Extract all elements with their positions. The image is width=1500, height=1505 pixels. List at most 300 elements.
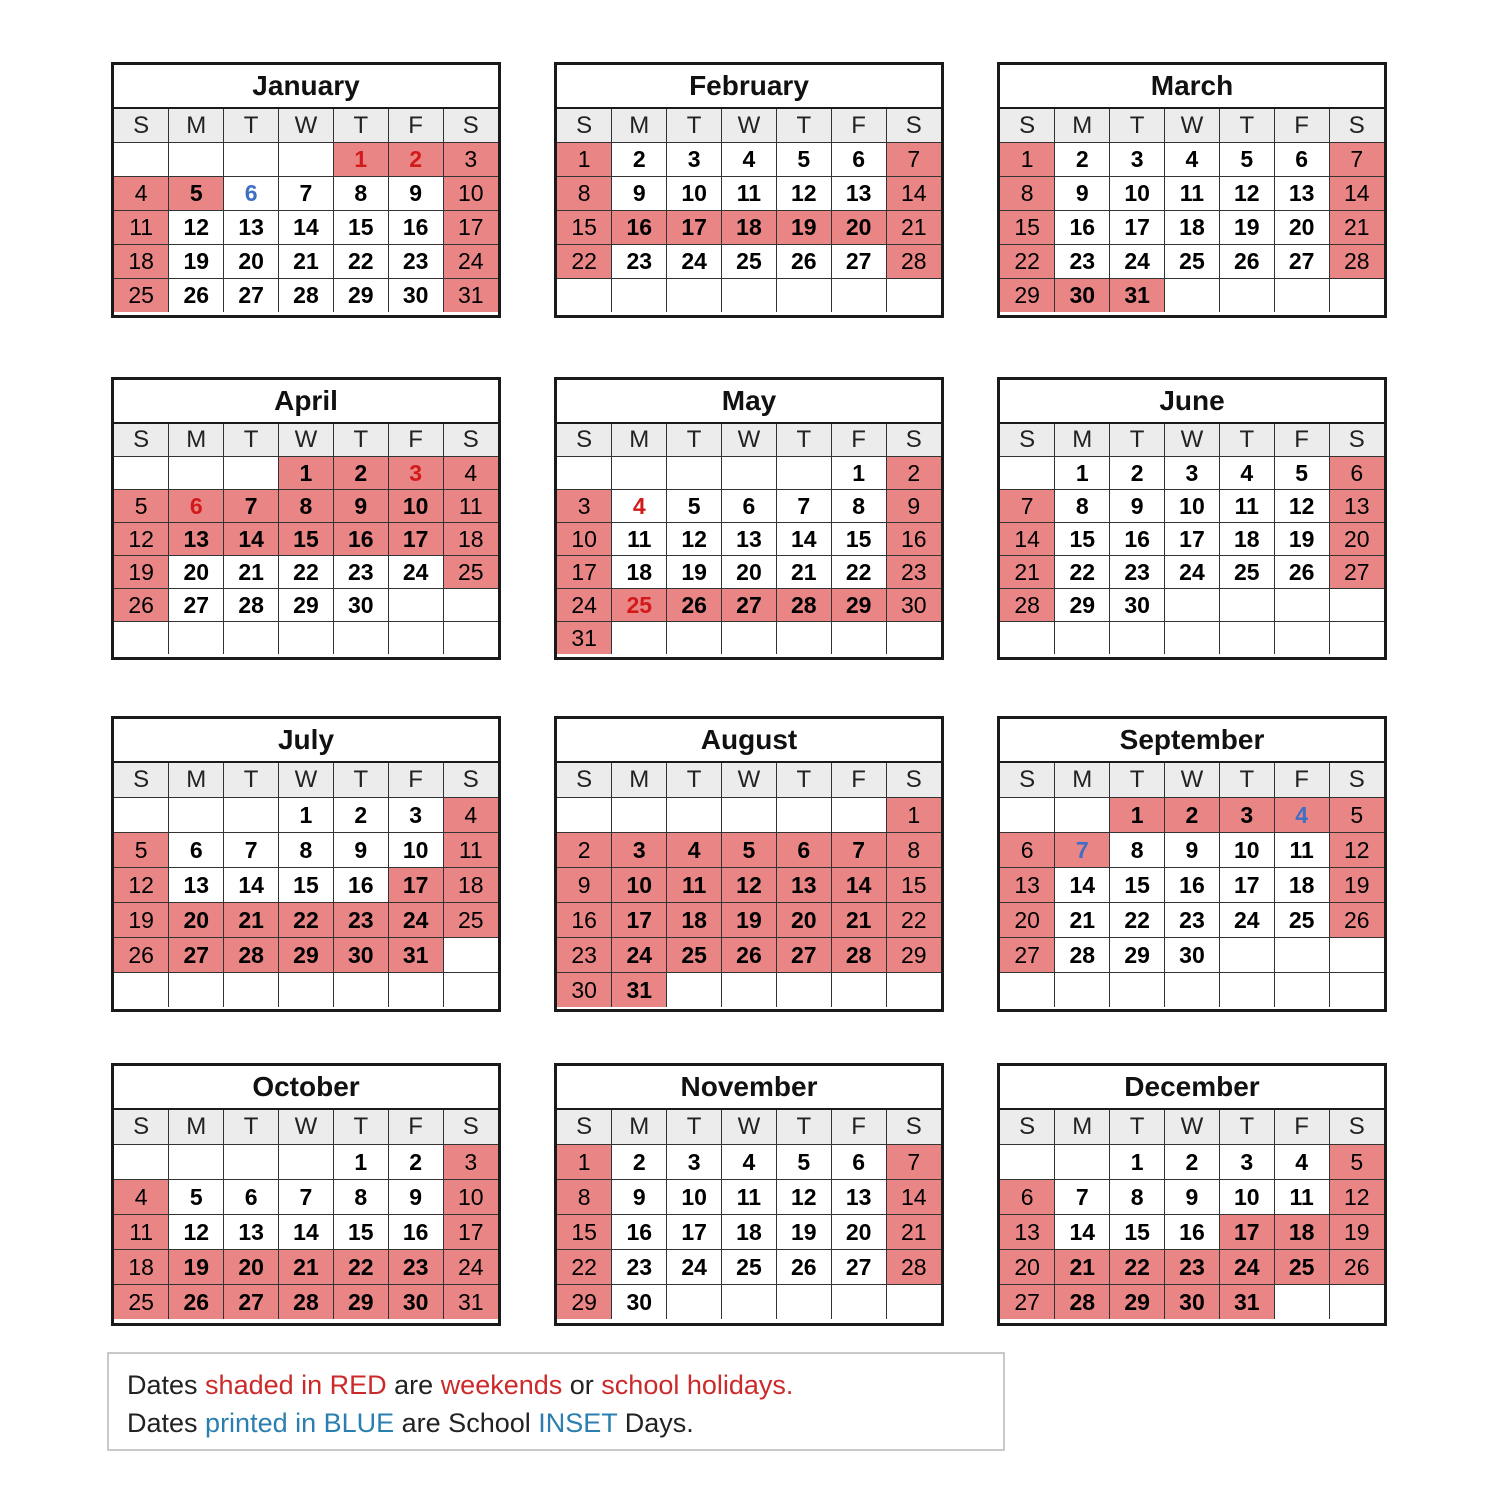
day-cell: 6 [224, 177, 279, 211]
day-cell: 9 [333, 833, 388, 868]
week-row [557, 211, 941, 245]
day-cell: 1 [333, 143, 388, 177]
day-cell: 31 [1110, 279, 1165, 313]
day-cell: 6 [831, 143, 886, 177]
week-row [557, 868, 941, 903]
month-grid [557, 424, 941, 654]
day-cell: 20 [169, 903, 224, 938]
day-cell: 12 [1274, 490, 1329, 523]
day-cell: 24 [1219, 903, 1274, 938]
weekday-header: T [776, 1110, 831, 1145]
week-row [557, 589, 941, 622]
week-row [114, 279, 498, 313]
weekday-header: T [1219, 1110, 1274, 1145]
weekday-header: T [1219, 109, 1274, 143]
day-cell: 3 [557, 490, 612, 523]
weekday-header: M [612, 424, 667, 457]
day-cell: 11 [722, 177, 777, 211]
day-cell: 21 [776, 556, 831, 589]
weekday-header: F [831, 109, 886, 143]
month-title: September [1000, 719, 1384, 763]
day-cell: 19 [776, 1215, 831, 1250]
week-row [557, 457, 941, 490]
week-row [557, 279, 941, 313]
week-row [114, 868, 498, 903]
week-row [557, 490, 941, 523]
week-row [114, 245, 498, 279]
day-cell: 30 [1110, 589, 1165, 622]
day-cell: 1 [333, 1145, 388, 1180]
day-cell: 14 [1329, 177, 1384, 211]
day-cell: 16 [333, 523, 388, 556]
day-cell: 15 [1055, 523, 1110, 556]
day-cell: 19 [722, 903, 777, 938]
empty-cell [169, 457, 224, 490]
day-cell: 1 [886, 798, 941, 833]
empty-cell [831, 973, 886, 1008]
weekday-header: T [776, 424, 831, 457]
day-cell: 2 [388, 1145, 443, 1180]
day-cell: 17 [388, 523, 443, 556]
weekday-header: T [333, 763, 388, 798]
day-cell: 20 [1000, 903, 1055, 938]
month-grid [557, 1110, 941, 1319]
day-cell: 5 [1219, 143, 1274, 177]
day-cell: 4 [1165, 143, 1220, 177]
weekday-header: S [1000, 763, 1055, 798]
day-cell: 27 [776, 938, 831, 973]
day-cell: 10 [667, 177, 722, 211]
weekday-header: W [1165, 763, 1220, 798]
day-cell: 16 [388, 1215, 443, 1250]
empty-cell [114, 1145, 169, 1180]
day-cell: 17 [443, 211, 498, 245]
day-cell: 16 [612, 1215, 667, 1250]
day-cell: 26 [169, 1285, 224, 1320]
day-cell: 4 [443, 798, 498, 833]
day-cell: 23 [612, 1250, 667, 1285]
day-cell: 30 [388, 1285, 443, 1320]
week-row [114, 211, 498, 245]
day-cell: 22 [886, 903, 941, 938]
day-cell: 6 [776, 833, 831, 868]
day-cell: 31 [557, 622, 612, 655]
month-grid [114, 424, 498, 654]
day-cell: 1 [279, 457, 334, 490]
day-cell: 8 [279, 490, 334, 523]
weekday-header: T [1110, 109, 1165, 143]
day-cell: 25 [114, 279, 169, 313]
week-row [557, 903, 941, 938]
day-cell: 23 [333, 556, 388, 589]
weekday-header: M [169, 109, 224, 143]
empty-cell [722, 457, 777, 490]
legend-highlight: school holidays. [601, 1370, 794, 1400]
weekday-header: T [776, 109, 831, 143]
day-cell: 7 [224, 490, 279, 523]
day-cell: 20 [776, 903, 831, 938]
week-row [114, 589, 498, 622]
day-cell: 9 [1110, 490, 1165, 523]
day-cell: 29 [333, 1285, 388, 1320]
week-row [1000, 833, 1384, 868]
weekday-header: S [443, 109, 498, 143]
day-cell: 31 [388, 938, 443, 973]
day-cell: 15 [333, 211, 388, 245]
day-cell: 20 [224, 1250, 279, 1285]
day-cell: 15 [831, 523, 886, 556]
day-cell: 26 [1329, 903, 1384, 938]
empty-cell [1329, 622, 1384, 655]
day-cell: 24 [443, 245, 498, 279]
day-cell: 10 [667, 1180, 722, 1215]
empty-cell [886, 973, 941, 1008]
weekday-header: T [1110, 1110, 1165, 1145]
day-cell: 21 [279, 245, 334, 279]
day-cell: 26 [114, 589, 169, 622]
empty-cell [224, 1145, 279, 1180]
day-cell: 29 [557, 1285, 612, 1320]
weekday-header: T [667, 1110, 722, 1145]
weekday-header: S [886, 109, 941, 143]
weekday-header: M [612, 109, 667, 143]
weekday-header: F [388, 1110, 443, 1145]
day-cell: 15 [333, 1215, 388, 1250]
day-cell: 9 [557, 868, 612, 903]
empty-cell [776, 973, 831, 1008]
weekday-header: F [831, 424, 886, 457]
day-cell: 25 [1274, 1250, 1329, 1285]
day-cell: 29 [831, 589, 886, 622]
day-cell: 30 [333, 938, 388, 973]
day-cell: 9 [1165, 833, 1220, 868]
empty-cell [169, 1145, 224, 1180]
day-cell: 25 [612, 589, 667, 622]
empty-cell [667, 798, 722, 833]
empty-cell [1110, 622, 1165, 655]
day-cell: 12 [114, 523, 169, 556]
day-cell: 6 [1000, 833, 1055, 868]
empty-cell [279, 622, 334, 655]
weekday-header: S [1329, 424, 1384, 457]
day-cell: 11 [667, 868, 722, 903]
day-cell: 20 [722, 556, 777, 589]
day-cell: 17 [667, 211, 722, 245]
empty-cell [1219, 622, 1274, 655]
day-cell: 28 [1000, 589, 1055, 622]
day-cell: 3 [612, 833, 667, 868]
empty-cell [443, 973, 498, 1008]
day-cell: 25 [1165, 245, 1220, 279]
day-cell: 23 [1165, 1250, 1220, 1285]
week-row [114, 177, 498, 211]
month-calendar [997, 1063, 1387, 1326]
day-cell: 21 [1000, 556, 1055, 589]
day-cell: 4 [1274, 1145, 1329, 1180]
day-cell: 11 [1274, 833, 1329, 868]
legend-text: Dates [127, 1370, 206, 1400]
day-cell: 1 [557, 1145, 612, 1180]
day-cell: 8 [1055, 490, 1110, 523]
day-cell: 5 [1329, 798, 1384, 833]
empty-cell [776, 622, 831, 655]
empty-cell [886, 279, 941, 313]
week-row [557, 973, 941, 1008]
month-grid [114, 1110, 498, 1319]
legend-highlight: INSET [538, 1408, 618, 1438]
empty-cell [557, 279, 612, 313]
weekday-header: M [1055, 1110, 1110, 1145]
month-grid [557, 763, 941, 1007]
empty-cell [1329, 1285, 1384, 1320]
day-cell: 12 [169, 1215, 224, 1250]
empty-cell [722, 1285, 777, 1320]
empty-cell [1165, 589, 1220, 622]
day-cell: 11 [1219, 490, 1274, 523]
day-cell: 27 [224, 1285, 279, 1320]
empty-cell [224, 622, 279, 655]
day-cell: 7 [886, 1145, 941, 1180]
day-cell: 11 [443, 490, 498, 523]
day-cell: 2 [333, 457, 388, 490]
day-cell: 10 [1110, 177, 1165, 211]
day-cell: 18 [443, 523, 498, 556]
weekday-header: F [1274, 424, 1329, 457]
weekday-header: W [279, 109, 334, 143]
week-row [1000, 245, 1384, 279]
day-cell: 10 [612, 868, 667, 903]
empty-cell [388, 973, 443, 1008]
day-cell: 14 [1055, 1215, 1110, 1250]
week-row [114, 1145, 498, 1180]
day-cell: 4 [443, 457, 498, 490]
day-cell: 3 [1110, 143, 1165, 177]
legend-line-blue [127, 1404, 985, 1442]
day-cell: 14 [224, 523, 279, 556]
day-cell: 7 [886, 143, 941, 177]
weekday-header: M [169, 1110, 224, 1145]
day-cell: 10 [1219, 1180, 1274, 1215]
day-cell: 4 [1274, 798, 1329, 833]
day-cell: 18 [1274, 1215, 1329, 1250]
day-cell: 26 [1274, 556, 1329, 589]
day-cell: 1 [1000, 143, 1055, 177]
day-cell: 8 [1110, 833, 1165, 868]
weekday-header: W [1165, 424, 1220, 457]
day-cell: 5 [667, 490, 722, 523]
empty-cell [1274, 279, 1329, 313]
day-cell: 4 [612, 490, 667, 523]
week-row [1000, 143, 1384, 177]
day-cell: 22 [831, 556, 886, 589]
week-row [114, 903, 498, 938]
day-cell: 30 [557, 973, 612, 1008]
month-calendar [111, 377, 501, 660]
weekday-header: S [557, 1110, 612, 1145]
day-cell: 19 [1219, 211, 1274, 245]
day-cell: 7 [279, 1180, 334, 1215]
day-cell: 14 [279, 1215, 334, 1250]
week-row [1000, 938, 1384, 973]
day-cell: 27 [224, 279, 279, 313]
day-cell: 16 [1165, 1215, 1220, 1250]
weekday-header: T [1110, 424, 1165, 457]
day-cell: 30 [333, 589, 388, 622]
day-cell: 7 [224, 833, 279, 868]
weekday-header: S [443, 424, 498, 457]
week-row [557, 1180, 941, 1215]
weekday-header: F [388, 424, 443, 457]
legend-highlight: printed in BLUE [205, 1408, 395, 1438]
empty-cell [333, 622, 388, 655]
day-cell: 1 [831, 457, 886, 490]
day-cell: 14 [776, 523, 831, 556]
weekday-header: M [169, 763, 224, 798]
empty-cell [1055, 798, 1110, 833]
day-cell: 13 [831, 177, 886, 211]
empty-cell [1165, 622, 1220, 655]
empty-cell [443, 622, 498, 655]
day-cell: 19 [114, 556, 169, 589]
month-calendar [997, 62, 1387, 318]
day-cell: 4 [722, 143, 777, 177]
day-cell: 10 [557, 523, 612, 556]
empty-cell [279, 973, 334, 1008]
day-cell: 2 [612, 1145, 667, 1180]
day-cell: 7 [1000, 490, 1055, 523]
week-row [114, 457, 498, 490]
week-row [1000, 973, 1384, 1008]
day-cell: 27 [831, 245, 886, 279]
weekday-header: S [557, 424, 612, 457]
day-cell: 20 [169, 556, 224, 589]
empty-cell [333, 973, 388, 1008]
day-cell: 7 [776, 490, 831, 523]
day-cell: 14 [886, 1180, 941, 1215]
day-cell: 26 [169, 279, 224, 313]
empty-cell [612, 279, 667, 313]
day-cell: 16 [1110, 523, 1165, 556]
day-cell: 28 [1329, 245, 1384, 279]
day-cell: 12 [1219, 177, 1274, 211]
month-title: February [557, 65, 941, 109]
weekday-header: F [388, 763, 443, 798]
day-cell: 20 [1274, 211, 1329, 245]
day-cell: 10 [443, 1180, 498, 1215]
week-row [114, 973, 498, 1008]
weekday-header: S [557, 763, 612, 798]
day-cell: 27 [169, 589, 224, 622]
day-cell: 13 [169, 523, 224, 556]
weekday-header: M [1055, 424, 1110, 457]
month-title: October [114, 1066, 498, 1110]
day-cell: 21 [1055, 903, 1110, 938]
day-cell: 12 [1329, 1180, 1384, 1215]
day-cell: 3 [1219, 1145, 1274, 1180]
day-cell: 25 [443, 903, 498, 938]
week-row [557, 938, 941, 973]
day-cell: 8 [557, 177, 612, 211]
week-row [114, 1180, 498, 1215]
legend-text: Days. [617, 1408, 694, 1438]
day-cell: 19 [1274, 523, 1329, 556]
legend-text: are [386, 1370, 441, 1400]
day-cell: 4 [114, 1180, 169, 1215]
day-cell: 9 [612, 177, 667, 211]
weekday-header: T [224, 109, 279, 143]
day-cell: 9 [388, 177, 443, 211]
day-cell: 12 [776, 1180, 831, 1215]
day-cell: 3 [1165, 457, 1220, 490]
day-cell: 10 [388, 490, 443, 523]
day-cell: 3 [443, 1145, 498, 1180]
weekday-header: F [1274, 109, 1329, 143]
empty-cell [169, 143, 224, 177]
week-row [114, 622, 498, 655]
empty-cell [776, 798, 831, 833]
week-row [1000, 1145, 1384, 1180]
day-cell: 1 [557, 143, 612, 177]
empty-cell [224, 457, 279, 490]
day-cell: 10 [1219, 833, 1274, 868]
weekday-header: S [114, 763, 169, 798]
empty-cell [1274, 622, 1329, 655]
day-cell: 9 [1165, 1180, 1220, 1215]
day-cell: 30 [1165, 1285, 1220, 1320]
day-cell: 30 [886, 589, 941, 622]
day-cell: 7 [1329, 143, 1384, 177]
month-calendar [111, 1063, 501, 1326]
day-cell: 20 [224, 245, 279, 279]
day-cell: 10 [1165, 490, 1220, 523]
day-cell: 2 [1165, 798, 1220, 833]
day-cell: 17 [388, 868, 443, 903]
day-cell: 12 [169, 211, 224, 245]
empty-cell [1219, 279, 1274, 313]
empty-cell [886, 1285, 941, 1320]
day-cell: 24 [1165, 556, 1220, 589]
day-cell: 17 [557, 556, 612, 589]
weekday-header: T [776, 763, 831, 798]
day-cell: 24 [388, 903, 443, 938]
week-row [1000, 798, 1384, 833]
day-cell: 26 [667, 589, 722, 622]
empty-cell [1329, 279, 1384, 313]
empty-cell [1000, 1145, 1055, 1180]
empty-cell [776, 1285, 831, 1320]
day-cell: 17 [443, 1215, 498, 1250]
weekday-header: F [388, 109, 443, 143]
day-cell: 9 [388, 1180, 443, 1215]
empty-cell [1000, 798, 1055, 833]
day-cell: 2 [1110, 457, 1165, 490]
day-cell: 24 [388, 556, 443, 589]
day-cell: 13 [1274, 177, 1329, 211]
week-row [114, 523, 498, 556]
day-cell: 27 [1329, 556, 1384, 589]
day-cell: 6 [169, 490, 224, 523]
legend-text: or [562, 1370, 602, 1400]
day-cell: 4 [1219, 457, 1274, 490]
day-cell: 21 [279, 1250, 334, 1285]
day-cell: 18 [1274, 868, 1329, 903]
month-calendar [554, 62, 944, 318]
day-cell: 11 [722, 1180, 777, 1215]
month-calendar [554, 1063, 944, 1326]
week-row [557, 556, 941, 589]
weekday-header: S [114, 109, 169, 143]
week-row [557, 1285, 941, 1320]
